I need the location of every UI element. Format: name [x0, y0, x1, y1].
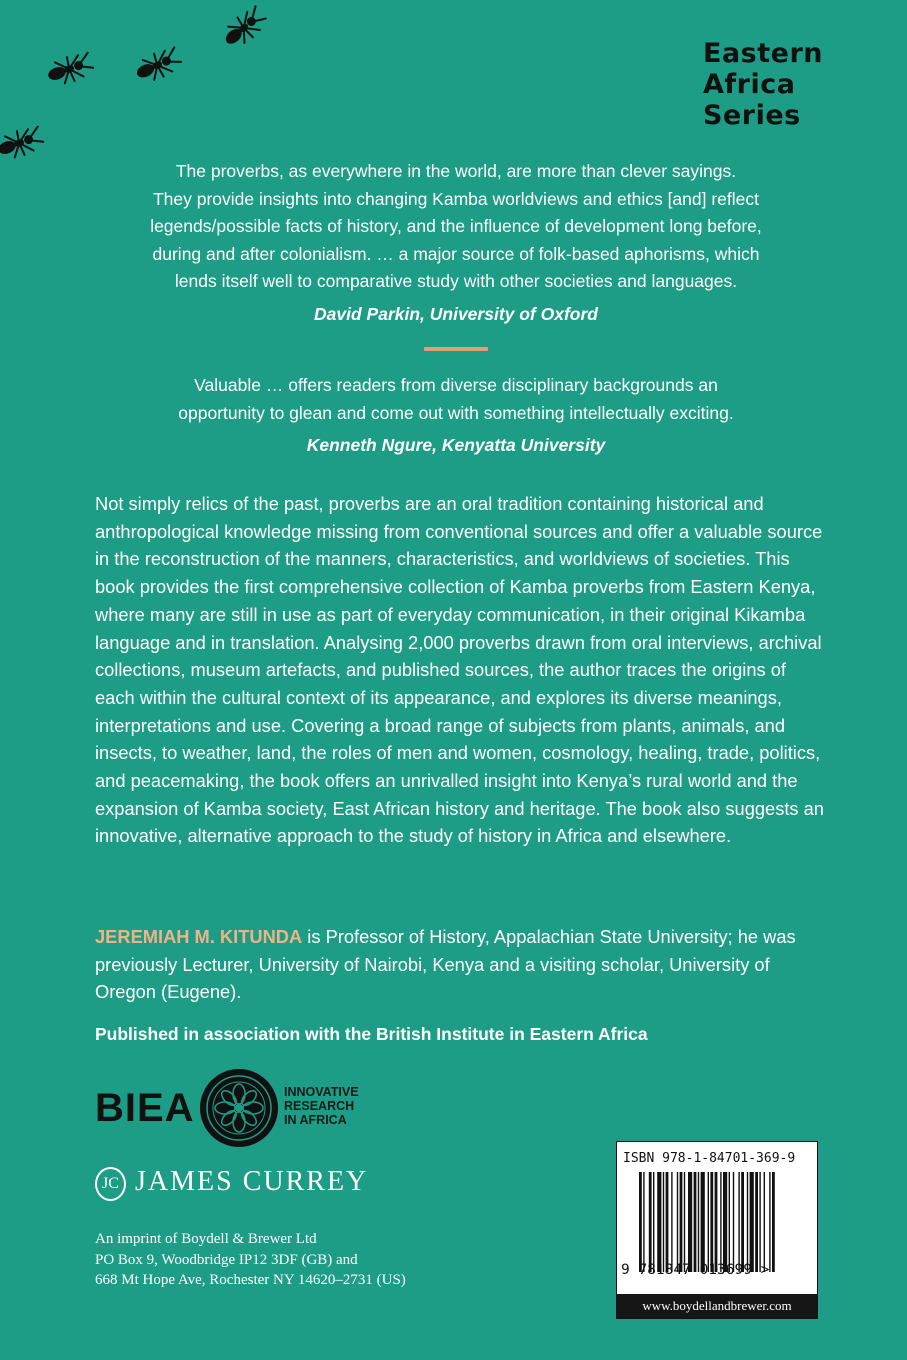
- series-title-line: Eastern: [703, 38, 823, 69]
- author-bio: [95, 923, 825, 1006]
- quote-line: The proverbs, as everywhere in the world, are more than clever sayings.: [175, 161, 737, 181]
- quote-line: lends itself well to comparative study with other societies and languages.: [174, 271, 738, 291]
- ant-icon: [132, 45, 183, 87]
- tagline-line: IN AFRICA: [284, 1113, 347, 1127]
- divider: [424, 347, 488, 351]
- barcode-icon: [639, 1172, 809, 1272]
- quote-line: They provide insights into changing Kamba worldviews and ethics [and] reflect: [152, 188, 760, 209]
- description-text: Not simply relics of the past, proverbs are an oral tradition containing historical and anthropological knowledge missing from conventional sources and offer a valuable source in the reconstruction of the manners, characteristics, and worldviews of societies. This book provides the first comprehensive collection of Kamba proverbs from Eastern Kenya, where many are still in use as part of everyday communication, in their original Kikamba language and in translation. Analysing 2,000 proverbs drawn from oral interviews, archival collections, museum artefacts, and published sources, the author traces the origins of each within the cultural context of its appearance, and explores its diverse meanings, interpretations and use. Covering a broad range of subjects from plants, animals, and insects, to weather, land, the roles of men and women, cosmology, healing, trade, politics, and peacemaking, the book offers an unrivalled insight into Kenya’s rural world and the expansion of Kamba society, East African history and heritage. The book also suggests an innovative, alternative approach to the study of history in Africa and elsewhere.: [95, 493, 824, 847]
- series-title-line: Africa: [703, 69, 796, 100]
- tagline-line: INNOVATIVE: [284, 1085, 359, 1099]
- isbn-barcode: [616, 1141, 818, 1319]
- author-bio-text: is Professor of History, Appalachian State University; he was previously Lecturer, University of Nairobi, Kenya and a visiting scholar, University of Oregon (Eugene).: [95, 926, 796, 1003]
- isbn-label: ISBN 978-1-84701-369-9: [623, 1151, 796, 1166]
- quote-line: legends/possible facts of history, and the influence of development long before,: [150, 216, 762, 236]
- imprint-line: An imprint of Boydell & Brewer Ltd: [95, 1231, 317, 1247]
- quote-line: Valuable … offers readers from diverse disciplinary backgrounds an: [194, 375, 718, 395]
- book-description: [95, 490, 825, 850]
- ant-icon: [44, 50, 95, 89]
- imprint-line: 668 Mt Hope Ave, Rochester NY 14620–2731 (US): [95, 1272, 406, 1288]
- quote-line: during and after colonialism. … a major source of folk-based aphorisms, which: [152, 243, 760, 264]
- barcode-digits: 9 781847 013699 >: [621, 1262, 770, 1278]
- publisher-name: JAMES CURREY: [135, 1166, 369, 1197]
- quote-line: opportunity to glean and come out with something intellectually exciting.: [178, 402, 734, 423]
- biea-wordmark: BIEA: [95, 1086, 195, 1130]
- biea-tagline: [284, 1085, 359, 1127]
- endorsement-quote: [60, 372, 852, 460]
- series-title-line: Series: [703, 100, 801, 131]
- ant-icon: [0, 124, 45, 163]
- ant-icon: [219, 4, 270, 52]
- tagline-line: RESEARCH: [284, 1099, 355, 1113]
- quote-attribution: Kenneth Ngure, Kenyatta University: [306, 435, 606, 455]
- publisher-website: www.boydellandbrewer.com: [617, 1294, 817, 1318]
- biea-seal-icon: [199, 1068, 279, 1148]
- endorsement-quote: [60, 158, 852, 328]
- association-note: Published in association with the British Institute in Eastern Africa: [95, 1024, 648, 1044]
- quote-attribution: David Parkin, University of Oxford: [314, 303, 598, 324]
- imprint-address: [95, 1229, 406, 1291]
- series-title: [703, 38, 823, 131]
- imprint-line: PO Box 9, Woodbridge IP12 3DF (GB) and: [95, 1251, 358, 1268]
- publisher-monogram: JC: [95, 1167, 126, 1201]
- author-name: JEREMIAH M. KITUNDA: [95, 926, 303, 947]
